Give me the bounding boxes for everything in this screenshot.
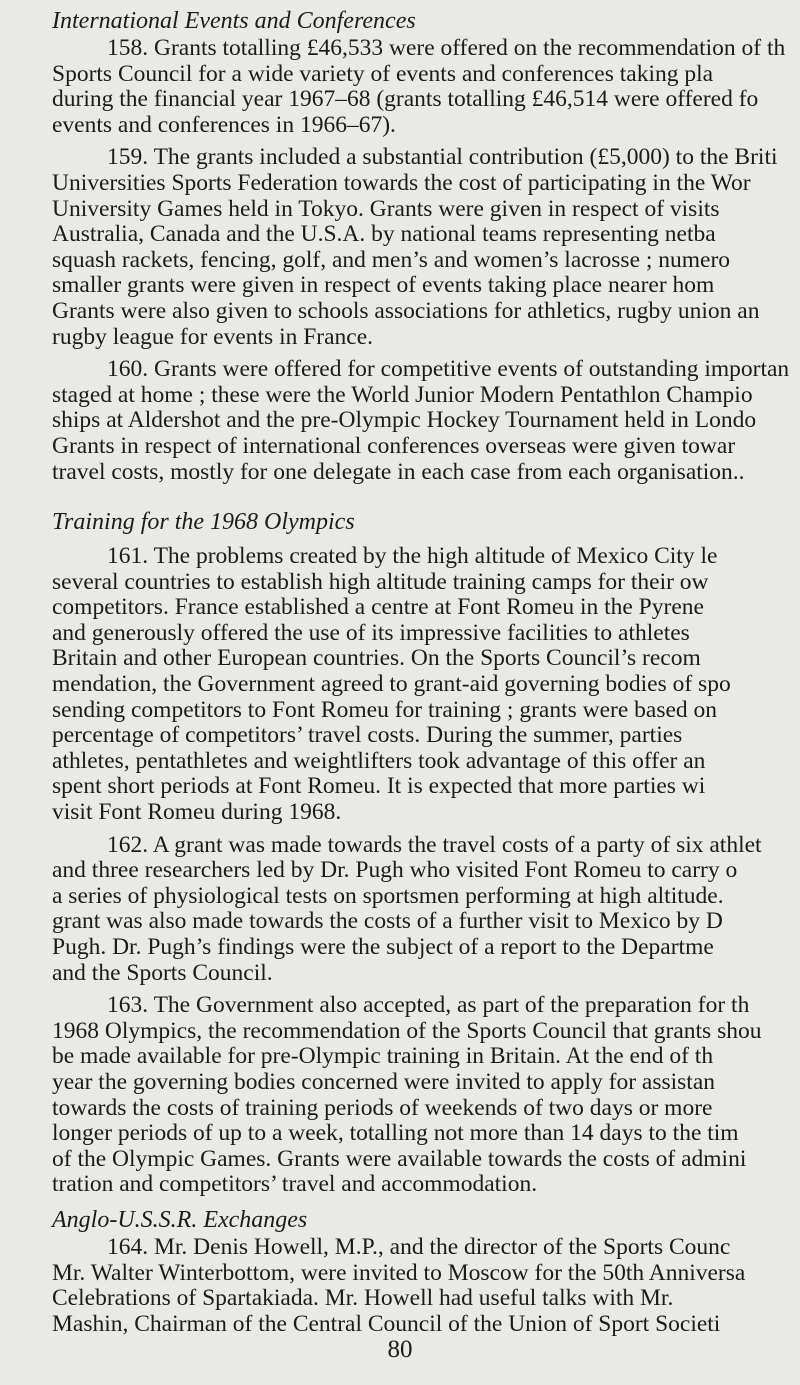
text-line: Grants in respect of international conferences overseas were given towar: [52, 432, 736, 459]
text-line: Mr. Walter Winterbottom, were invited to Moscow for the 50th Anniversa: [52, 1259, 746, 1286]
text-line: several countries to establish high altitude training camps for their ow: [52, 568, 709, 595]
text-line: smaller grants were given in respect of events taking place nearer hom: [52, 272, 715, 299]
text-line: spent short periods at Font Romeu. It is expected that more parties wi: [52, 773, 706, 800]
paragraph: [52, 833, 800, 987]
page-body: [52, 6, 800, 1337]
text-line: Australia, Canada and the U.S.A. by national teams representing netba: [52, 221, 716, 248]
text-line: Celebrations of Spartakiada. Mr. Howell had useful talks with Mr.: [52, 1285, 674, 1312]
paragraph: [52, 357, 800, 485]
text-line: Sports Council for a wide variety of events and conferences taking pla: [52, 60, 714, 87]
section-heading: Anglo-U.S.S.R. Exchanges: [52, 1206, 308, 1233]
text-line: percentage of competitors’ travel costs. During the summer, parties: [52, 722, 683, 749]
paragraph: [52, 145, 800, 350]
text-line: squash rackets, fencing, golf, and men’s and women’s lacrosse ; numero: [52, 246, 731, 273]
text-line: rugby league for events in France.: [52, 323, 374, 350]
text-line: 159. The grants included a substantial contribution (£5,000) to the Briti: [107, 144, 778, 171]
text-line: 161. The problems created by the high altitude of Mexico City le: [107, 543, 718, 570]
text-line: longer periods of up to a week, totalling not more than 14 days to the tim: [52, 1120, 739, 1147]
paragraph: [52, 1235, 800, 1337]
text-line: Grants were also given to schools associations for athletics, rugby union an: [52, 297, 760, 324]
text-line: a series of physiological tests on sportsmen performing at high altitude.: [52, 882, 724, 909]
text-line: towards the costs of training periods of weekends of two days or more: [52, 1094, 713, 1121]
text-line: sending competitors to Font Romeu for training ; grants were based on: [52, 696, 718, 723]
paragraph: [52, 36, 800, 138]
text-line: and generously offered the use of its impressive facilities to athletes: [52, 619, 690, 646]
text-line: ships at Aldershot and the pre-Olympic Hockey Tournament held in Londo: [52, 407, 757, 434]
text-line: 162. A grant was made towards the travel costs of a party of six athlet: [107, 831, 762, 858]
text-line: competitors. France established a centre at Font Romeu in the Pyrene: [52, 594, 704, 621]
text-line: and three researchers led by Dr. Pugh who visited Font Romeu to carry o: [52, 857, 738, 884]
text-line: travel costs, mostly for one delegate in each case from each organisation..: [52, 458, 745, 485]
text-line: mendation, the Government agreed to grant-aid governing bodies of spo: [52, 671, 731, 698]
text-line: of the Olympic Games. Grants were available towards the costs of admini: [52, 1145, 747, 1172]
text-line: Universities Sports Federation towards the cost of participating in the Wor: [52, 169, 751, 196]
text-line: and the Sports Council.: [52, 959, 273, 986]
text-line: athletes, pentathletes and weightlifters took advantage of this offer an: [52, 747, 706, 774]
text-line: grant was also made towards the costs of a further visit to Mexico by D: [52, 908, 723, 935]
text-line: events and conferences in 1966–67).: [52, 111, 396, 138]
text-line: during the financial year 1967–68 (grants totalling £46,514 were offered fo: [52, 86, 759, 113]
text-line: Britain and other European countries. On the Sports Council’s recom: [52, 645, 701, 672]
text-line: Mashin, Chairman of the Central Council of the Union of Sport Societi: [52, 1310, 721, 1337]
text-line: 164. Mr. Denis Howell, M.P., and the director of the Sports Counc: [107, 1233, 731, 1260]
text-line: be made available for pre-Olympic training in Britain. At the end of th: [52, 1043, 714, 1070]
text-line: visit Font Romeu during 1968.: [52, 799, 342, 826]
text-line: 163. The Government also accepted, as part of the preparation for th: [107, 992, 750, 1019]
text-line: year the governing bodies concerned were invited to apply for assistan: [52, 1068, 716, 1095]
text-line: Pugh. Dr. Pugh’s findings were the subject of a report to the Departme: [52, 934, 714, 960]
text-line: 1968 Olympics, the recommendation of the Sports Council that grants shou: [52, 1017, 762, 1044]
text-line: 158. Grants totalling £46,533 were offered on the recommendation of th: [107, 35, 786, 61]
paragraph: [52, 544, 800, 826]
text-line: 160. Grants were offered for competitive events of outstanding importan: [107, 356, 790, 383]
section-heading: International Events and Conferences: [52, 8, 416, 34]
page-number: 80: [387, 1336, 413, 1363]
section-heading: Training for the 1968 Olympics: [52, 509, 355, 536]
text-line: staged at home ; these were the World Junior Modern Pentathlon Champio: [52, 381, 753, 408]
paragraph: [52, 993, 800, 1198]
text-line: tration and competitors’ travel and accommodation.: [52, 1171, 538, 1198]
text-line: University Games held in Tokyo. Grants were given in respect of visits: [52, 195, 720, 222]
